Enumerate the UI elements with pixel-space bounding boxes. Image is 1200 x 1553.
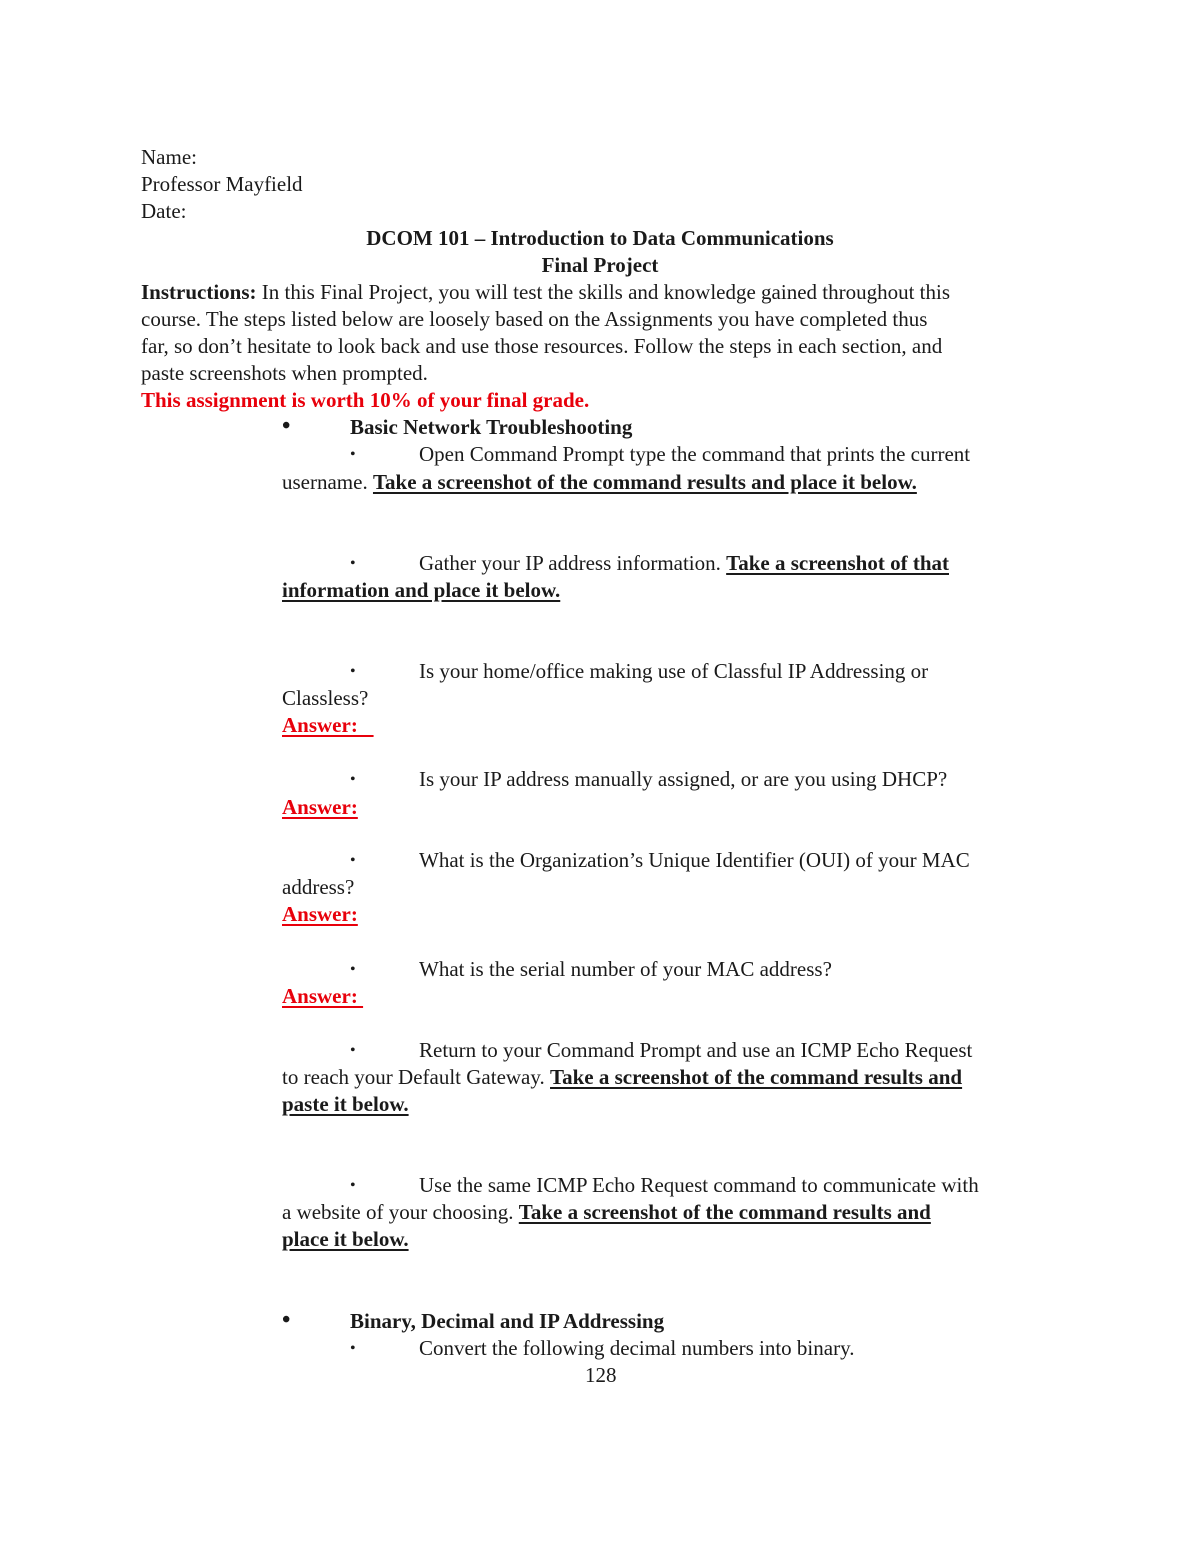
item-2-text: Gather your IP address information.: [419, 551, 727, 575]
item-7-bullet: •: [350, 1042, 356, 1059]
course-title: DCOM 101 – Introduction to Data Communications: [366, 226, 834, 250]
item-3-line-2: Classless?: [282, 686, 369, 710]
item-1-line-2: [282, 469, 917, 496]
item-5-answer: Answer:: [282, 902, 358, 926]
item-7-line-2: [282, 1064, 962, 1091]
item-1-line-1: Open Command Prompt type the command that prints the current: [419, 442, 971, 466]
name-label: Name:: [141, 145, 197, 169]
item-8-line-2: [282, 1199, 931, 1226]
item-5-line-2: address?: [282, 875, 355, 899]
item-4-answer: Answer:: [282, 795, 358, 819]
item-8-text: a website of your choosing.: [282, 1200, 519, 1224]
section-2-item-1-line-1: Convert the following decimal numbers into binary.: [419, 1336, 855, 1360]
instructions-line-1: [141, 279, 950, 306]
section-2-item-1-bullet: •: [350, 1340, 356, 1357]
professor-name: Professor Mayfield: [141, 172, 303, 196]
item-6-answer: Answer:: [282, 984, 364, 1008]
item-6-bullet: •: [350, 961, 356, 978]
date-label: Date:: [141, 199, 187, 223]
item-2-line-1: [419, 550, 949, 577]
instructions-label: Instructions:: [141, 280, 257, 304]
instructions-line-3: far, so don’t hesitate to look back and use those resources. Follow the steps in each section, and: [141, 334, 943, 358]
project-title: Final Project: [541, 253, 659, 277]
decimal-value-128: 128: [585, 1363, 617, 1387]
item-3-line-1: Is your home/office making use of Classful IP Addressing or: [419, 659, 929, 683]
item-7-line-1: Return to your Command Prompt and use an ICMP Echo Request: [419, 1038, 973, 1062]
section-2-bullet: •: [282, 1307, 291, 1333]
item-4-bullet: •: [350, 771, 356, 788]
item-8-task-1: Take a screenshot of the command results and: [518, 1200, 931, 1224]
item-2-task-2: information and place it below.: [282, 578, 561, 602]
item-4-line-1: Is your IP address manually assigned, or are you using DHCP?: [419, 767, 948, 791]
section-1-bullet: •: [282, 413, 291, 439]
item-8-task-2: place it below.: [282, 1227, 409, 1251]
item-2-task-1: Take a screenshot of that: [726, 551, 949, 575]
section-1-title: Basic Network Troubleshooting: [350, 415, 633, 439]
instructions-line-2: course. The steps listed below are loosely based on the Assignments you have completed thus: [141, 307, 928, 331]
item-2-bullet: •: [350, 555, 356, 572]
item-5-bullet: •: [350, 852, 356, 869]
item-7-task-1: Take a screenshot of the command results and: [550, 1065, 963, 1089]
instructions-line-4: paste screenshots when prompted.: [141, 361, 428, 385]
item-6-line-1: What is the serial number of your MAC address?: [419, 957, 832, 981]
item-5-line-1: What is the Organization’s Unique Identifier (OUI) of your MAC: [419, 848, 970, 872]
instructions-text-1: In this Final Project, you will test the skills and knowledge gained throughout this: [256, 280, 951, 304]
item-8-line-1: Use the same ICMP Echo Request command to communicate with: [419, 1173, 979, 1197]
item-7-text: to reach your Default Gateway.: [282, 1065, 551, 1089]
item-8-bullet: •: [350, 1177, 356, 1194]
item-7-task-2: paste it below.: [282, 1092, 409, 1116]
section-2-title: Binary, Decimal and IP Addressing: [350, 1309, 665, 1333]
item-3-answer: Answer:: [282, 713, 374, 737]
item-1-text: username.: [282, 470, 373, 494]
item-1-task: Take a screenshot of the command results and place it below.: [372, 470, 917, 494]
item-3-bullet: •: [350, 663, 356, 680]
item-1-bullet: •: [350, 446, 356, 463]
grade-note: This assignment is worth 10% of your final grade.: [141, 388, 590, 412]
